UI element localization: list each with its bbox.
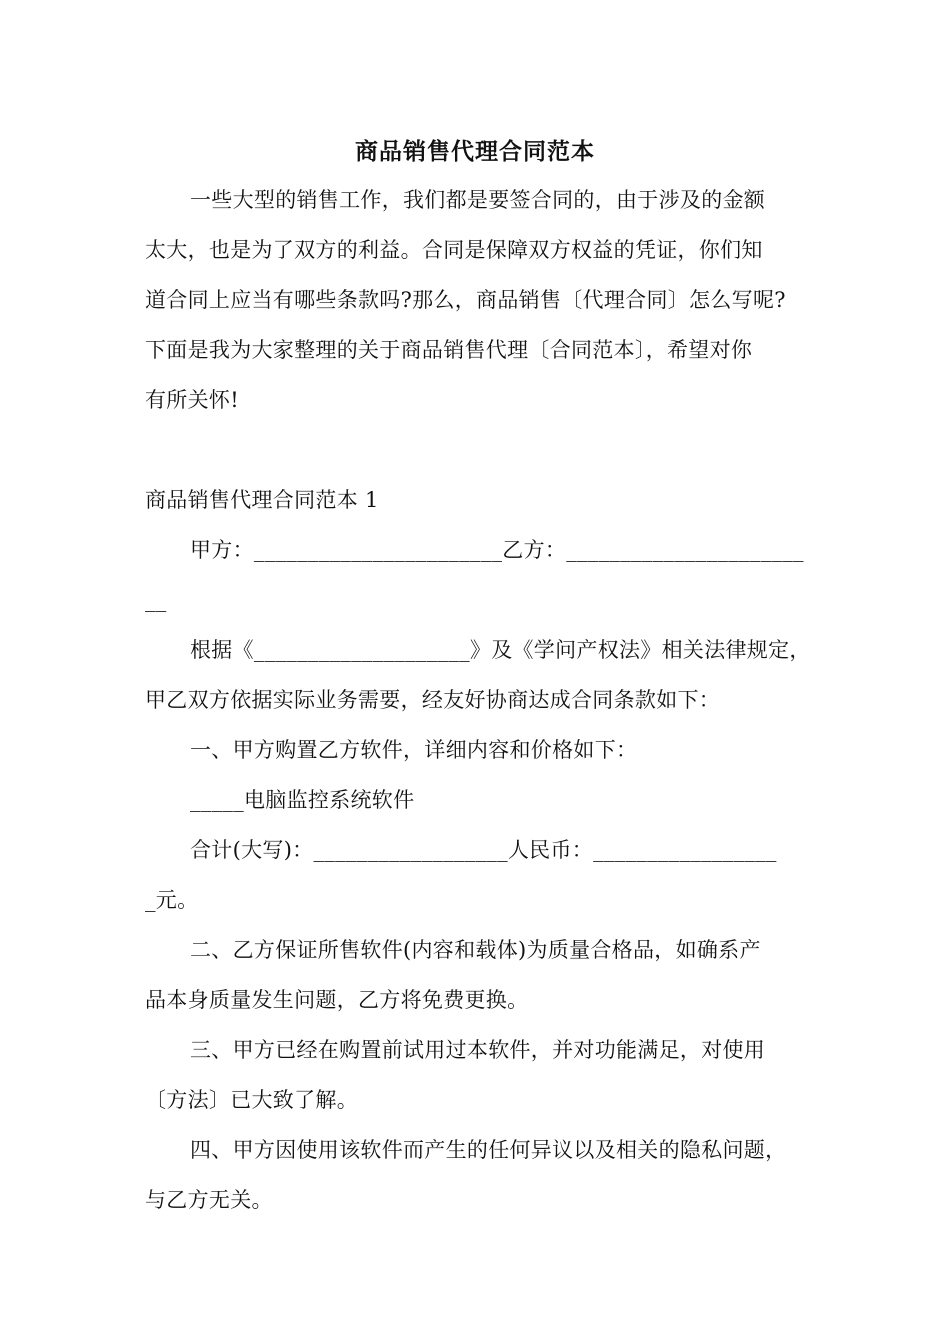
clause-line: 与乙方无关。 xyxy=(145,1188,273,1212)
total-line: 合计(大写)：__________________人民币：_________________ xyxy=(190,838,777,862)
clause-line: 〔方法〕已大致了解。 xyxy=(145,1088,358,1112)
paragraph-line: 下面是我为大家整理的关于商品销售代理〔合同范本〕，希望对你 xyxy=(145,338,753,362)
clause-line: 四、甲方因使用该软件而产生的任何异议以及相关的隐私问题， xyxy=(190,1138,787,1162)
paragraph-line: 太大，也是为了双方的利益。合同是保障双方权益的凭证，你们知 xyxy=(145,238,763,262)
clause-line: 三、甲方已经在购置前试用过本软件，并对功能满足，对使用 xyxy=(190,1038,766,1062)
paragraph-line: 一些大型的销售工作，我们都是要签合同的，由于涉及的金额 xyxy=(190,188,766,212)
party-line-continued: __ xyxy=(145,588,167,612)
paragraph-line: 有所关怀! xyxy=(145,388,239,412)
total-line-continued: _元。 xyxy=(145,888,199,912)
party-line: 甲方：_______________________乙方：______________________ xyxy=(190,538,804,562)
paragraph-line: 道合同上应当有哪些条款吗?那么，商品销售〔代理合同〕怎么写呢? xyxy=(145,288,786,312)
document-title: 商品销售代理合同范本 xyxy=(355,138,595,165)
clause-line: 二、乙方保证所售软件(内容和载体)为质量合格品，如确系产 xyxy=(190,938,761,962)
section-heading: 商品销售代理合同范本 1 xyxy=(145,488,379,512)
clause-line: _____电脑监控系统软件 xyxy=(190,788,415,812)
clause-line: 品本身质量发生问题，乙方将免费更换。 xyxy=(145,988,529,1012)
paragraph-line: 甲乙双方依据实际业务需要，经友好协商达成合同条款如下： xyxy=(145,688,721,712)
clause-line: 一、甲方购置乙方软件，详细内容和价格如下： xyxy=(190,738,638,762)
paragraph-line: 根据《____________________》及《学问产权法》相关法律规定， xyxy=(190,638,811,662)
